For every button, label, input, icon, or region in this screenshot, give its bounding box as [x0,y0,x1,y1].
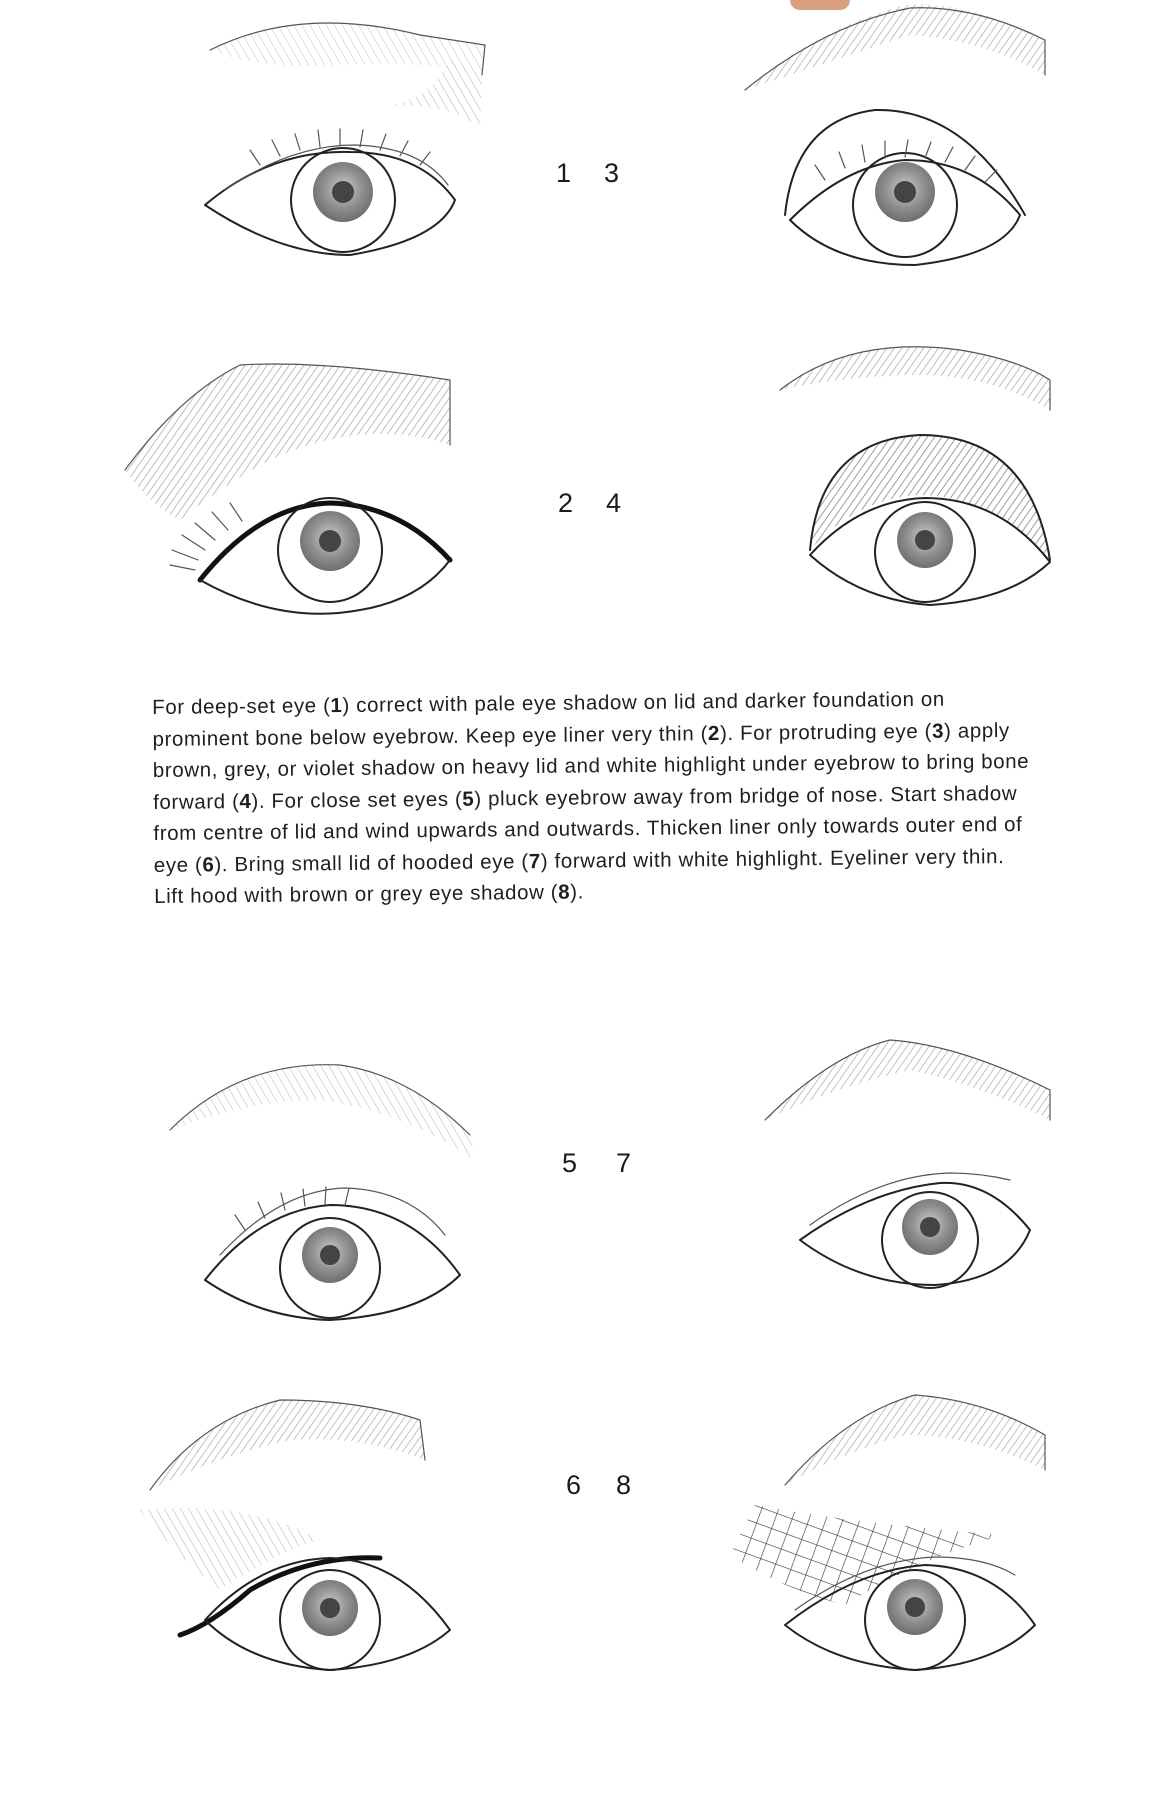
eye-illustration-8 [725,1375,1060,1685]
figure-number-4: 4 [606,488,622,518]
ref-1: 1 [330,694,343,718]
figure-number-3: 3 [604,158,620,188]
ref-8: 8 [558,880,571,904]
eye-illustration-7 [760,1015,1060,1315]
eye-illustration-6 [130,1380,470,1680]
figure-number-1: 1 [556,158,572,188]
ref-4: 4 [239,789,252,813]
eye-illustration-2 [120,355,470,620]
figure-number-8: 8 [616,1470,632,1500]
ref-6: 6 [202,852,215,876]
eye-illustration-5 [160,1040,480,1330]
eye-illustration-3 [735,0,1055,280]
ref-5: 5 [462,787,475,811]
ref-7: 7 [528,849,541,873]
figure-number-2: 2 [558,488,574,518]
figure-number-7: 7 [616,1148,632,1178]
ref-2: 2 [707,721,721,745]
eye-illustration-1 [190,0,490,280]
eye-illustration-4 [760,330,1060,620]
figure-number-6: 6 [566,1470,582,1500]
figure-number-5: 5 [562,1148,578,1178]
ref-3: 3 [931,719,945,743]
caption-paragraph: For deep-set eye (1) correct with pale eye shadow on lid and darker foundation on prominent bone below eyebrow. Keep eye liner very thin (2). For protruding eye (3) apply brown, grey, or violet shadow on heavy lid and white highlight under eyebrow to bring bone forward (4). For close set eyes (5) pluck eyebrow away from bridge of nose. Start shadow from centre of lid and wind upwards and outwards. Thicken liner only towards outer end of eye (6). Bring small lid of hooded eye (7) forward with white highlight. Eyeliner very thin. Lift hood with brown or grey eye shadow (8). [152,687,1030,908]
